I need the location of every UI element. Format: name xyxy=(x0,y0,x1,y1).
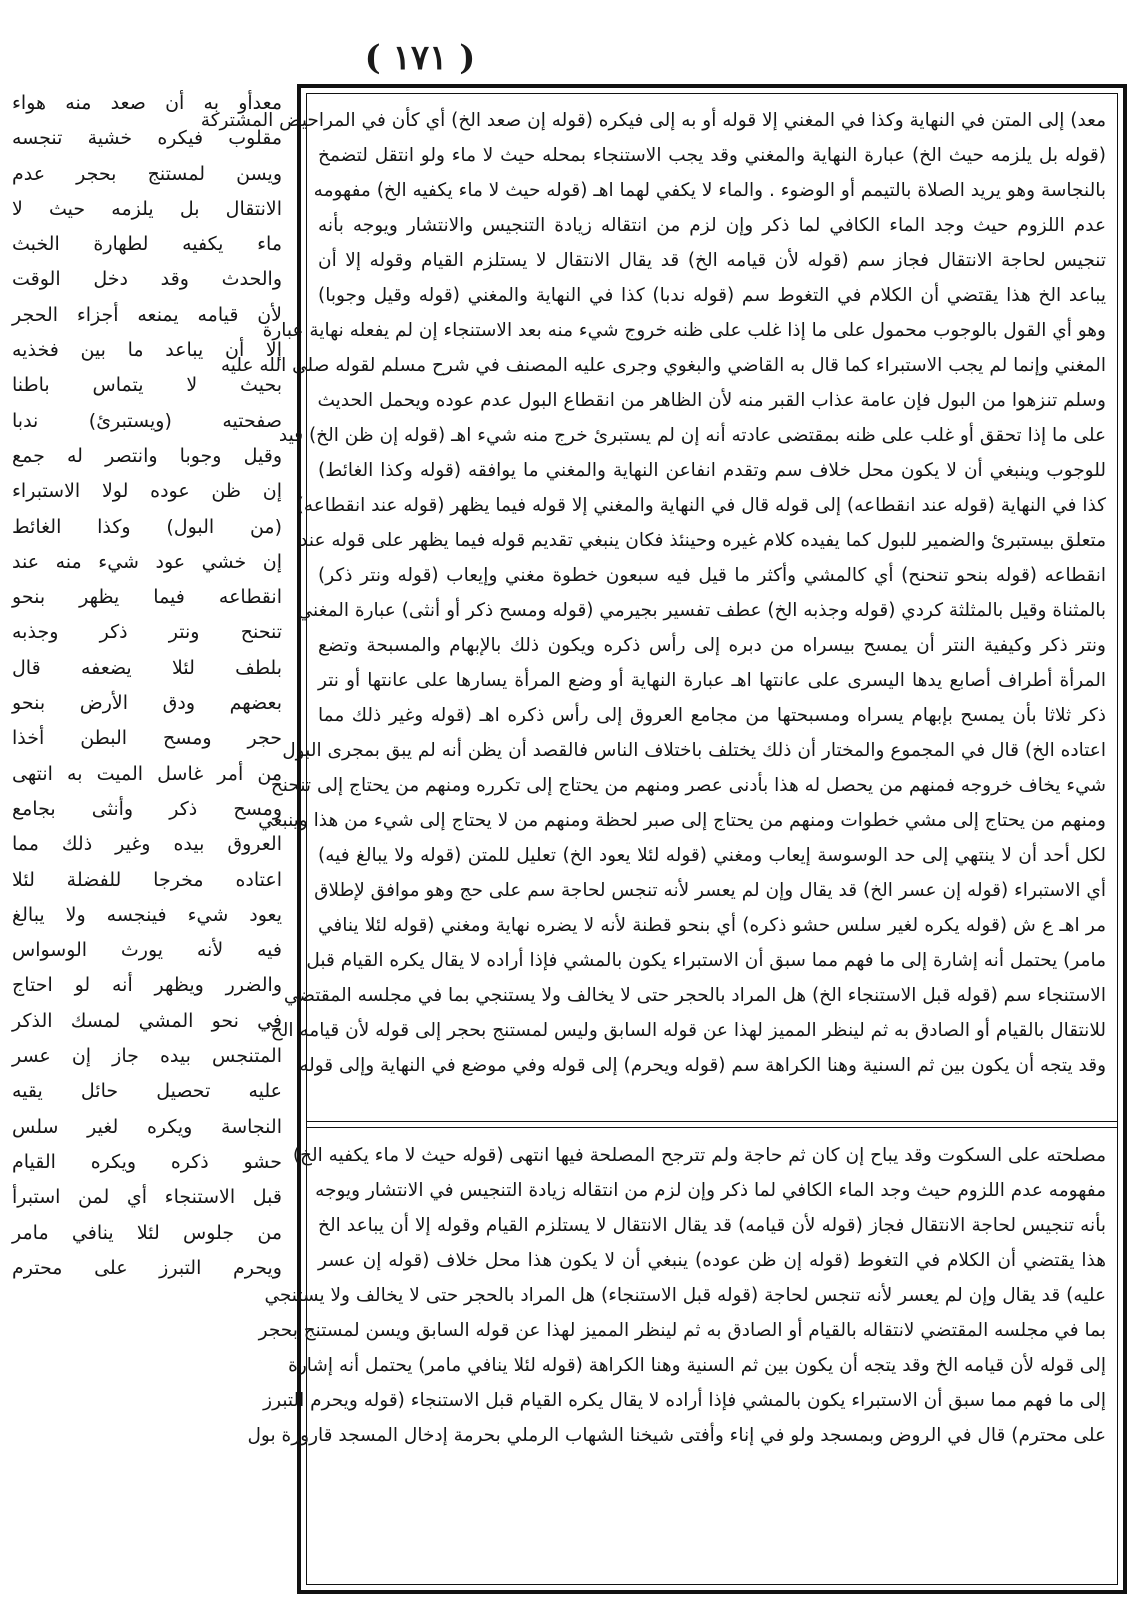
main-text-line: لكل أحد أن لا ينتهي إلى حد الوسوسة إيعاب ومغني (قوله لئلا يعود الخ) تعليل للمتن (قوله ولا يبالغ فيه) xyxy=(318,845,1106,866)
main-text-line: بالنجاسة وهو يريد الصلاة بالتيمم أو الوضوء . والماء لا يكفي لهما اهـ (قوله حيث لا ماء يكفيه الخ) مفهومه xyxy=(313,180,1106,201)
main-text-line: ذكر ثلاثا بأن يمسح بإبهام يسراه ومسبحتها من مجامع العروق إلى رأس ذكره اهـ (قوله وغير ذلك مما xyxy=(318,705,1106,726)
lower-text-line: بأنه تنجيس لحاجة الانتقال فجاز (قوله لأن قيامه) قد يقال الانتقال لا يستلزم القيام وقوله إلا أن يباعد الخ xyxy=(318,1215,1106,1236)
main-text-line: (قوله بل يلزمه حيث الخ) عبارة النهاية والمغني وقد يجب الاستنجاء بمحله حيث لا ماء ولو انتقل لتضمخ xyxy=(318,145,1106,166)
main-text-line: مامر) يحتمل أنه إشارة إلى ما فهم مما سبق أن الاستبراء يكون بالمشي فإذا أراده لا يقال يكره القيام قبل xyxy=(306,950,1106,971)
section-divider-second xyxy=(306,1127,1118,1128)
margin-text xyxy=(12,86,282,1286)
main-text-line: تنجيس لحاجة الانتقال فجاز سم (قوله لأن قيامه الخ) قد يقال الانتقال لا يستلزم القيام وقوله إلا أن xyxy=(318,250,1106,271)
margin-text-line: إن خشي عود شيء منه عند xyxy=(12,550,282,573)
margin-text-line: عليه تحصيل حائل يقيه xyxy=(12,1080,282,1103)
main-text-line: اعتاده الخ) قال في المجموع والمختار أن ذلك يختلف باختلاف الناس فالقصد أن يظن أنه لم يبق بمجرى البول xyxy=(282,740,1106,761)
margin-text-line: (من البول) وكذا الغائط xyxy=(12,515,282,538)
main-commentary xyxy=(200,103,1106,1083)
main-text-line: المرأة أطراف أصابع يدها اليسرى على عانتها اهـ عبارة النهاية أو وضع المرأة يسارها على عانتها أو نتر xyxy=(318,670,1106,691)
margin-text-line: من أمر غاسل الميت به انتهى xyxy=(12,762,282,785)
margin-text-line: ويحرم التبرز على محترم xyxy=(12,1256,282,1279)
main-text-line: معد) إلى المتن في النهاية وكذا في المغني إلا قوله أو به إلى فيكره (قوله إن صعد الخ) أي كأن في المراحيض المشتركة xyxy=(200,110,1106,131)
margin-text-line: بحيث لا يتماس باطنا xyxy=(12,374,282,397)
margin-text-line: صفحتيه (ويستبرئ) ندبا xyxy=(12,409,282,432)
main-text-line: على ما إذا تحقق أو غلب على ظنه بمقتضى عادته أنه إن لم يستبرئ خرج منه شيء اهـ (قوله إن ظن الخ) قيد xyxy=(278,425,1106,446)
margin-text-line: حشو ذكره ويكره القيام xyxy=(12,1150,282,1173)
margin-text-line: والحدث وقد دخل الوقت xyxy=(12,268,282,291)
main-text-line: انقطاعه (قوله بنحو تنحنح) أي كالمشي وأكثر ما قيل فيه سبعون خطوة مغني وإيعاب (قوله ونتر ذكر) xyxy=(318,565,1106,586)
margin-text-line: ويسن لمستنج بحجر عدم xyxy=(12,162,282,185)
lower-text-line: عليه) قد يقال وإن لم يعسر لأنه تنجس لحاجة (قوله قبل الاستنجاء) هل المراد بالحجر حتى لا يخالف ولا يستنجي xyxy=(264,1285,1106,1306)
margin-text-line: اعتاده مخرجا للفضلة لئلا xyxy=(12,868,282,891)
lower-text-line: مفهومه عدم اللزوم حيث وجد الماء الكافي لما ذكر وإن لزم من انتقاله زيادة التنجيس في الانتشار ويوجه xyxy=(315,1180,1106,1201)
main-text-line: ونتر ذكر وكيفية النتر أن يمسح بيسراه من دبره إلى رأس ذكره ويكون ذلك بالإبهام والمسبحة وتضع xyxy=(318,635,1106,656)
margin-text-line: تنحنح ونتر ذكر وجذبه xyxy=(12,621,282,644)
margin-text-line: بلطف لئلا يضعفه قال xyxy=(12,656,282,679)
margin-text-line: قبل الاستنجاء أي لمن استبرأ xyxy=(12,1186,282,1209)
lower-text-line: إلى ما فهم مما سبق أن الاستبراء يكون بالمشي فإذا أراده لا يقال يكره القيام قبل الاستنجاء (قوله ويحرم التبرز xyxy=(263,1390,1106,1411)
main-text-line: وهو أي القول بالوجوب محمول على ما إذا غلب على ظنه خروج شيء منه بعد الاستنجاء إن لم يفعله نهاية عبارة xyxy=(262,320,1106,341)
lower-text-line: هذا يقتضي أن الكلام في التغوط (قوله إن ظن عوده) ينبغي أن لا يكون هذا محل خلاف (قوله إن عسر xyxy=(318,1250,1106,1271)
margin-text-line: في نحو المشي لمسك الذكر xyxy=(12,1009,282,1032)
margin-text-line: لأن قيامه يمنعه أجزاء الحجر xyxy=(12,303,282,326)
margin-text-line: ماء يكفيه لطهارة الخبث xyxy=(12,233,282,256)
main-text-line: وقد يتجه أن يكون بين ثم السنية وهنا الكراهة سم (قوله ويحرم) إلى قوله وفي موضع في النهاية وإلى قوله xyxy=(299,1055,1106,1076)
margin-text-line: والضرر ويظهر أنه لو احتاج xyxy=(12,974,282,997)
margin-text-line: وقيل وجوبا وانتصر له جمع xyxy=(12,444,282,467)
main-text-line: وسلم تنزهوا من البول فإن عامة عذاب القبر منه لأن الظاهر من انقطاع البول عدم عوده ويحمل الحديث xyxy=(317,390,1106,411)
margin-text-line: ومسح ذكر وأنثى بجامع xyxy=(12,797,282,820)
margin-text-line: بعضهم ودق الأرض بنحو xyxy=(12,692,282,715)
main-text-line: ومنهم من يحتاج إلى مشي خطوات ومنهم من يحتاج إلى صبر لحظة ومنهم من لا يحتاج إلى شيء من هذا وينبغي xyxy=(258,810,1106,831)
main-text-line: للانتقال بالقيام أو الصادق به ثم لينظر المميز لهذا عن قوله السابق وليس لمستنج بحجر إلى قوله لأن قيامه الخ xyxy=(270,1020,1106,1041)
main-text-line: بالمثناة وقيل بالمثلثة كردي (قوله وجذبه الخ) عطف تفسير بجيرمي (قوله ومسح ذكر أو أنثى) عبارة المغني xyxy=(297,600,1106,621)
margin-text-line: إلا أن يباعد ما بين فخذيه xyxy=(12,339,282,362)
main-text-line: يباعد الخ هذا يقتضي أن الكلام في التغوط سم (قوله ندبا) كذا في النهاية والمغني (قوله وقيل وجوبا) xyxy=(318,285,1106,306)
margin-text-line: الانتقال بل يلزمه حيث لا xyxy=(12,197,282,220)
margin-text-line: العروق بيده وغير ذلك مما xyxy=(12,833,282,856)
main-text-line: كذا في النهاية (قوله عند انقطاعه) إلى قوله قال في النهاية والمغني إلا قوله فيما يظهر (قوله عند انقطاعه) xyxy=(296,495,1106,516)
main-text-line: المغني وإنما لم يجب الاستبراء كما قال به القاضي والبغوي وجرى عليه المصنف في شرح مسلم لقوله صلى الله عليه xyxy=(220,355,1106,376)
main-text-line: للوجوب وينبغي أن لا يكون محل خلاف سم وتقدم انفاعن النهاية والمغني ما يوافقه (قوله وكذا الغائط) xyxy=(318,460,1106,481)
page-number: ( ١٧١ ) xyxy=(364,38,476,78)
main-text-line: مر اهـ ع ش (قوله يكره لغير سلس حشو ذكره) أي بنحو قطنة لأنه لا يضره نهاية ومغني (قوله لئلا ينافي xyxy=(318,915,1106,936)
lower-text-line: إلى قوله لأن قيامه الخ وقد يتجه أن يكون بين ثم السنية وهنا الكراهة (قوله لئلا ينافي مامر) يحتمل أنه إشارة xyxy=(288,1355,1106,1376)
main-text-line: أي الاستبراء (قوله إن عسر الخ) قد يقال وإن لم يعسر لأنه تنجس لحاجة سم على حج وهو موافق لإطلاق xyxy=(314,880,1106,901)
main-text-line: متعلق بيستبرئ والضمير للبول كما يفيده كلام غيره وحينئذ فكان ينبغي تقديم قوله فيما يظهر على قوله عند xyxy=(299,530,1106,551)
section-divider xyxy=(306,1121,1118,1122)
margin-text-line: مقلوب فيكره خشية تنجسه xyxy=(12,127,282,150)
margin-text-line: إن ظن عوده لولا الاستبراء xyxy=(12,480,282,503)
main-text-line: عدم اللزوم حيث وجد الماء الكافي لما ذكر وإن لزم من انتقاله زيادة التنجيس والانتشار ويوجه بأنه xyxy=(318,215,1106,236)
lower-text-line: بما في مجلسه المقتضي لانتقاله بالقيام أو الصادق به ثم لينظر المميز لهذا عن قوله السابق ويسن لمستنج بحجر xyxy=(258,1320,1106,1341)
margin-text-line: معدأو به أن صعد منه هواء xyxy=(12,92,282,114)
margin-text-line: فيه لأنه يورث الوسواس xyxy=(12,939,282,962)
main-text-line: شيء يخاف خروجه فمنهم من يحصل له هذا بأدنى عصر ومنهم من يحتاج إلى تكرره ومنهم من يحتاج إلى تنحنح xyxy=(270,775,1106,796)
margin-text-line: النجاسة ويكره لغير سلس xyxy=(12,1115,282,1138)
margin-text-line: من جلوس لئلا ينافي مامر xyxy=(12,1221,282,1244)
main-text-line: الاستنجاء سم (قوله قبل الاستنجاء الخ) هل المراد بالحجر حتى لا يخالف ولا يستنجي بما في مجلسه المقتضي xyxy=(283,985,1106,1006)
lower-commentary xyxy=(247,1138,1106,1453)
lower-text-line: على محترم) قال في الروض وبمسجد ولو في إناء وأفتى شيخنا الشهاب الرملي بحرمة إدخال المسجد قارورة بول xyxy=(247,1425,1106,1446)
margin-text-line: يعود شيء فينجسه ولا يبالغ xyxy=(12,903,282,926)
lower-text-line: مصلحته على السكوت وقد يباح إن كان ثم حاجة ولم تترجح المصلحة فيها انتهى (قوله حيث لا ماء يكفيه الخ) xyxy=(292,1145,1106,1166)
margin-text-line: انقطاعه فيما يظهر بنحو xyxy=(12,586,282,609)
margin-text-line: المتنجس بيده جاز إن عسر xyxy=(12,1045,282,1068)
margin-text-line: حجر ومسح البطن أخذا xyxy=(12,727,282,750)
